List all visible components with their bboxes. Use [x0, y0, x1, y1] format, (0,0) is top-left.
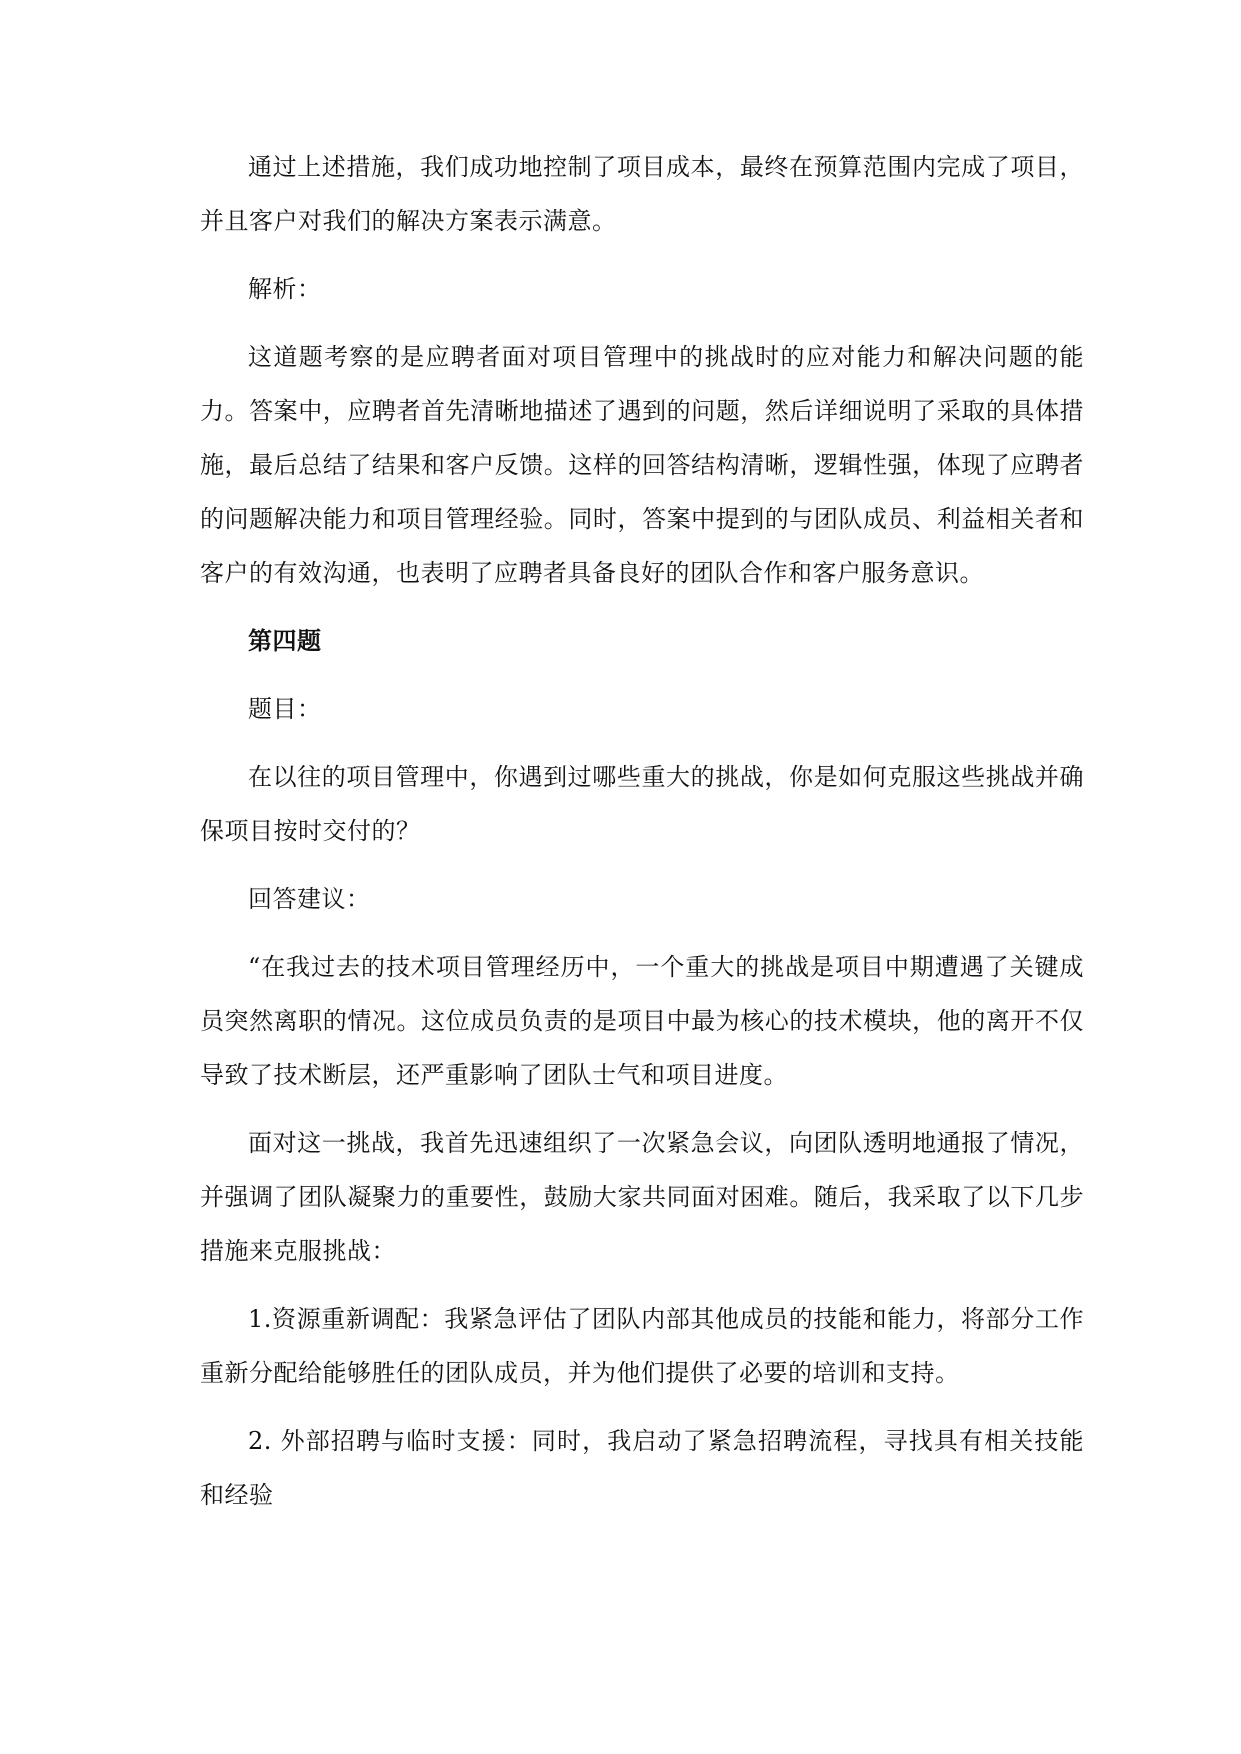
paragraph-step-two: 2. 外部招聘与临时支援：同时，我启动了紧急招聘流程，寻找具有相关技能和经验: [200, 1427, 1084, 1509]
paragraph-answer-response: 面对这一挑战，我首先迅速组织了一次紧急会议，向团队透明地通报了情况，并强调了团队凝聚力的重要性，鼓励大家共同面对困难。随后，我采取了以下几步措施来克服挑战：: [200, 1129, 1084, 1265]
paragraph-analysis-label: 解析：: [248, 275, 322, 303]
paragraph-answer-label: 回答建议：: [248, 885, 371, 913]
paragraph-question-body: 在以往的项目管理中，你遇到过哪些重大的挑战，你是如何克服这些挑战并确保项目按时交付的？: [200, 763, 1084, 845]
section-heading-question-four: 第四题: [248, 627, 322, 655]
paragraph-answer-intro: “在我过去的技术项目管理经历中，一个重大的挑战是项目中期遭遇了关键成员突然离职的情况。这位成员负责的是项目中最为核心的技术模块，他的离开不仅导致了技术断层，还严重影响了团队士气和项目进度。: [200, 953, 1084, 1089]
document-body: [200, 140, 1084, 1536]
paragraph-step-one: 1.资源重新调配：我紧急评估了团队内部其他成员的技能和能力，将部分工作重新分配给能够胜任的团队成员，并为他们提供了必要的培训和支持。: [200, 1305, 1084, 1387]
paragraph-cost-result: 通过上述措施，我们成功地控制了项目成本，最终在预算范围内完成了项目，并且客户对我们的解决方案表示满意。: [200, 153, 1084, 235]
paragraph-question-label: 题目：: [248, 695, 322, 723]
paragraph-analysis-body: 这道题考察的是应聘者面对项目管理中的挑战时的应对能力和解决问题的能力。答案中，应聘者首先清晰地描述了遇到的问题，然后详细说明了采取的具体措施，最后总结了结果和客户反馈。这样的回答结构清晰，逻辑性强，体现了应聘者的问题解决能力和项目管理经验。同时，答案中提到的与团队成员、利益相关者和客户的有效沟通，也表明了应聘者具备良好的团队合作和客户服务意识。: [200, 343, 1084, 587]
